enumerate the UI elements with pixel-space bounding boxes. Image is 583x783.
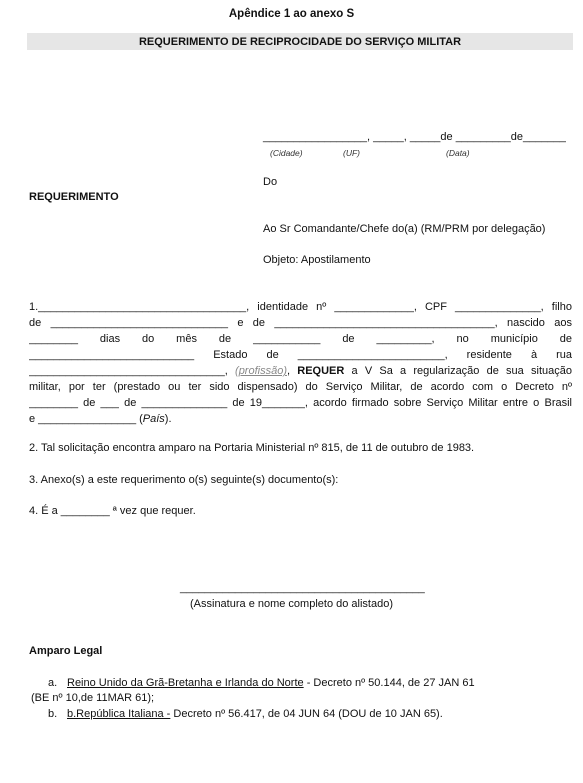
- country-hint: País: [142, 413, 165, 425]
- legal-item-b-marker: b.: [48, 708, 58, 720]
- body-line-8[interactable]: [29, 413, 572, 427]
- signature-line[interactable]: ________________________________________: [180, 582, 425, 594]
- body-line-7[interactable]: ________ de ___ de ______________ de 19_______, acordo firmado sobre Serviço Militar entre o Brasil: [29, 397, 572, 409]
- legal-item-a-marker: a.: [48, 677, 58, 689]
- legal-item-a-decree: - Decreto nº 50.144, de 27 JAN 61: [303, 677, 475, 689]
- body-line-2[interactable]: de _____________________________ e de ____________________________________, nascido aos: [29, 317, 572, 329]
- legal-item-a-continuation: (BE nº 10,de 11MAR 61);: [31, 692, 155, 704]
- legal-heading: Amparo Legal: [29, 645, 103, 657]
- appendix-title: Apêndice 1 ao anexo S: [228, 8, 355, 20]
- date-caption: (Data): [446, 148, 470, 158]
- body-line-8-end: ).: [164, 413, 172, 425]
- country-blank[interactable]: e ________________ (: [29, 413, 143, 425]
- signature-caption: (Assinatura e nome completo do alistado): [190, 598, 393, 610]
- body-line-5[interactable]: [29, 365, 572, 379]
- profession-hint: (profissão): [235, 365, 287, 377]
- legal-item-a: [67, 677, 475, 689]
- from-label: Do: [263, 176, 278, 188]
- body-line-6[interactable]: militar, por ter (prestado ou ter sido dispensado) do Serviço Militar, de acordo com o Decreto nº: [29, 381, 572, 393]
- legal-item-b: [67, 708, 443, 720]
- body-line-1[interactable]: 1.__________________________________, identidade nº _____________, CPF ______________, filho: [29, 301, 572, 313]
- addressee: Ao Sr Comandante/Chefe do(a) (RM/PRM por delegação): [263, 223, 546, 235]
- form-title: REQUERIMENTO DE RECIPROCIDADE DO SERVIÇO MILITAR: [138, 36, 462, 48]
- paragraph-2: 2. Tal solicitação encontra amparo na Portaria Ministerial nº 815, de 11 de outubro de 1983.: [29, 442, 475, 454]
- body-line-5-end: a V Sa a regularização de sua situação: [344, 365, 572, 377]
- body-line-3[interactable]: ________ dias do mês de ___________ de _________, no município de: [29, 333, 572, 345]
- body-line-4[interactable]: ___________________________ Estado de ________________________, residente à rua: [29, 349, 572, 361]
- uf-caption: (UF): [343, 148, 360, 158]
- comma: ,: [287, 365, 298, 377]
- city-caption: (Cidade): [270, 148, 303, 158]
- subject: Objeto: Apostilamento: [263, 254, 371, 266]
- request-heading: REQUERIMENTO: [29, 191, 119, 203]
- legal-item-b-decree: Decreto nº 56.417, de 04 JUN 64 (DOU de 10 JAN 65).: [170, 708, 443, 720]
- requer-keyword: REQUER: [297, 365, 345, 377]
- legal-item-b-country: b.República Italiana -: [67, 708, 171, 720]
- paragraph-4[interactable]: 4. É a ________ ª vez que requer.: [29, 505, 196, 517]
- paragraph-3: 3. Anexo(s) a este requerimento o(s) seguinte(s) documento(s):: [29, 474, 339, 486]
- street-blank[interactable]: ________________________________,: [29, 365, 236, 377]
- place-date-line[interactable]: _________________, _____, _____de _________de_______: [263, 131, 566, 143]
- legal-item-a-country: Reino Unido da Grã-Bretanha e Irlanda do Norte: [67, 677, 304, 689]
